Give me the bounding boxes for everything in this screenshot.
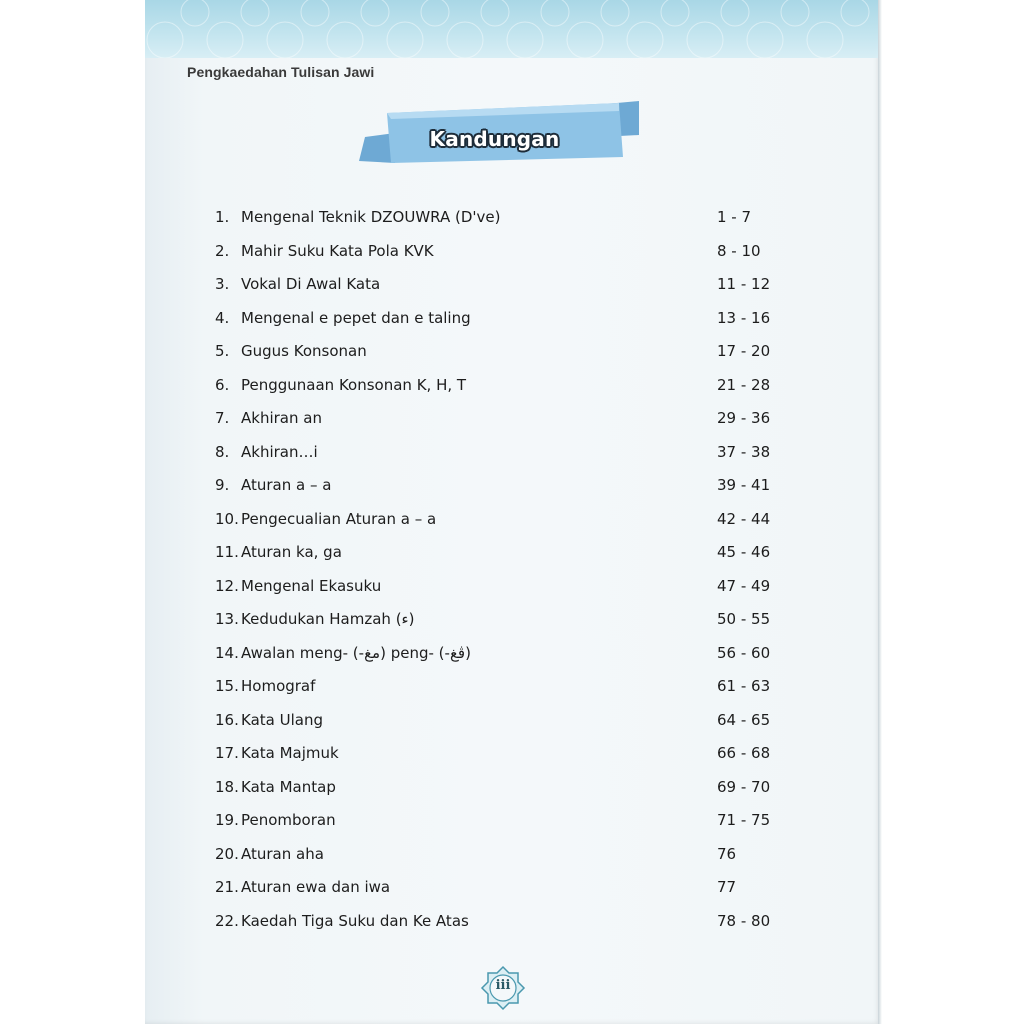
toc-item-number: 4. — [215, 308, 230, 327]
toc-item-pages: 39 - 41 — [717, 476, 771, 494]
toc-item-number: 15. — [215, 677, 239, 695]
toc-item-number: 12. — [215, 576, 239, 595]
toc-item-title: Vokal Di Awal Kata — [241, 275, 381, 293]
toc-item-pages: 11 - 12 — [717, 275, 771, 293]
toc-row — [215, 334, 815, 368]
toc-row — [215, 736, 815, 770]
toc-item-number: 9. — [215, 476, 230, 494]
toc-item-number: 8. — [215, 442, 230, 461]
toc-row — [215, 535, 815, 569]
toc-item-pages: 69 - 70 — [717, 777, 771, 796]
toc-item-title: Homograf — [241, 677, 316, 695]
toc-row — [215, 267, 815, 301]
toc-row — [215, 569, 815, 603]
toc-item-title: Aturan ewa dan iwa — [241, 878, 391, 896]
toc-row — [215, 803, 815, 837]
toc-item-title: Pengecualian Aturan a – a — [241, 509, 437, 528]
toc-row — [215, 502, 815, 536]
toc-item-title: Kata Majmuk — [241, 744, 339, 762]
toc-row — [215, 703, 815, 737]
toc-item-title: Kata Ulang — [241, 710, 323, 729]
toc-item-pages: 1 - 7 — [717, 208, 752, 226]
toc-item-pages: 8 - 10 — [717, 241, 761, 260]
decorative-header-band — [145, 0, 881, 58]
toc-row — [215, 636, 815, 670]
toc-row — [215, 837, 815, 871]
toc-row — [215, 602, 815, 636]
page-number-badge — [480, 965, 526, 1011]
page-edge — [878, 0, 882, 1024]
page-heading: Kandungan — [429, 127, 560, 151]
toc-item-pages: 64 - 65 — [717, 710, 771, 729]
toc-item-title: Akhiran…i — [241, 442, 318, 461]
toc-item-number: 19. — [215, 811, 239, 829]
toc-item-title: Aturan aha — [241, 844, 324, 863]
toc-row — [215, 401, 815, 435]
header-pattern — [145, 0, 881, 58]
toc-item-title: Aturan ka, ga — [241, 543, 342, 561]
toc-item-number: 14. — [215, 643, 239, 662]
book-title: Pengkaedahan Tulisan Jawi — [187, 64, 375, 80]
toc-item-number: 2. — [215, 241, 230, 260]
toc-item-pages: 61 - 63 — [717, 677, 771, 695]
toc-item-number: 18. — [215, 777, 239, 796]
toc-row — [215, 904, 815, 938]
toc-item-number: 22. — [215, 911, 239, 930]
toc-item-pages: 71 - 75 — [717, 811, 771, 829]
page-number: iii — [495, 978, 511, 993]
toc-item-title: Penomboran — [241, 811, 336, 829]
toc-item-title: Kata Mantap — [241, 777, 336, 796]
toc-row — [215, 200, 815, 234]
toc-item-pages: 37 - 38 — [717, 442, 771, 461]
toc-item-number: 10. — [215, 509, 239, 528]
toc-row — [215, 669, 815, 703]
toc-row — [215, 234, 815, 268]
toc-item-title: Awalan meng- (-مغ) peng- (-ڤغ) — [241, 643, 471, 662]
toc-row — [215, 368, 815, 402]
toc-item-pages: 17 - 20 — [717, 342, 771, 360]
toc-item-number: 13. — [215, 610, 239, 628]
toc-item-pages: 21 - 28 — [717, 375, 771, 394]
toc-item-pages: 13 - 16 — [717, 308, 771, 327]
toc-item-pages: 56 - 60 — [717, 643, 771, 662]
toc-row — [215, 435, 815, 469]
toc-item-title: Penggunaan Konsonan K, H, T — [241, 375, 467, 394]
toc-item-number: 6. — [215, 375, 230, 394]
toc-item-pages: 77 — [717, 878, 737, 896]
toc-item-number: 7. — [215, 409, 230, 427]
toc-item-number: 11. — [215, 543, 239, 561]
toc-item-title: Mengenal e pepet dan e taling — [241, 308, 471, 327]
toc-item-pages: 29 - 36 — [717, 409, 771, 427]
toc-item-title: Kedudukan Hamzah (ء) — [241, 610, 415, 628]
toc-item-number: 1. — [215, 208, 230, 226]
document-page — [145, 0, 881, 1024]
toc-item-number: 3. — [215, 275, 230, 293]
table-of-contents — [215, 200, 815, 937]
toc-item-number: 16. — [215, 710, 239, 729]
toc-item-pages: 42 - 44 — [717, 509, 771, 528]
toc-item-pages: 78 - 80 — [717, 911, 771, 930]
toc-row — [215, 468, 815, 502]
toc-row — [215, 770, 815, 804]
toc-item-pages: 66 - 68 — [717, 744, 771, 762]
toc-item-pages: 50 - 55 — [717, 610, 771, 628]
toc-item-title: Mahir Suku Kata Pola KVK — [241, 241, 434, 260]
toc-item-title: Akhiran an — [241, 409, 322, 427]
toc-item-number: 21. — [215, 878, 239, 896]
toc-item-title: Mengenal Teknik DZOUWRA (D've) — [241, 208, 501, 226]
toc-item-title: Kaedah Tiga Suku dan Ke Atas — [241, 911, 469, 930]
toc-item-title: Aturan a – a — [241, 476, 332, 494]
toc-item-pages: 47 - 49 — [717, 576, 771, 595]
toc-item-pages: 76 — [717, 844, 737, 863]
toc-item-title: Gugus Konsonan — [241, 342, 367, 360]
toc-item-number: 5. — [215, 342, 230, 360]
toc-row — [215, 301, 815, 335]
toc-item-number: 17. — [215, 744, 239, 762]
heading-banner — [357, 97, 642, 172]
toc-item-number: 20. — [215, 844, 239, 863]
toc-item-title: Mengenal Ekasuku — [241, 576, 382, 595]
toc-item-pages: 45 - 46 — [717, 543, 771, 561]
toc-row — [215, 870, 815, 904]
